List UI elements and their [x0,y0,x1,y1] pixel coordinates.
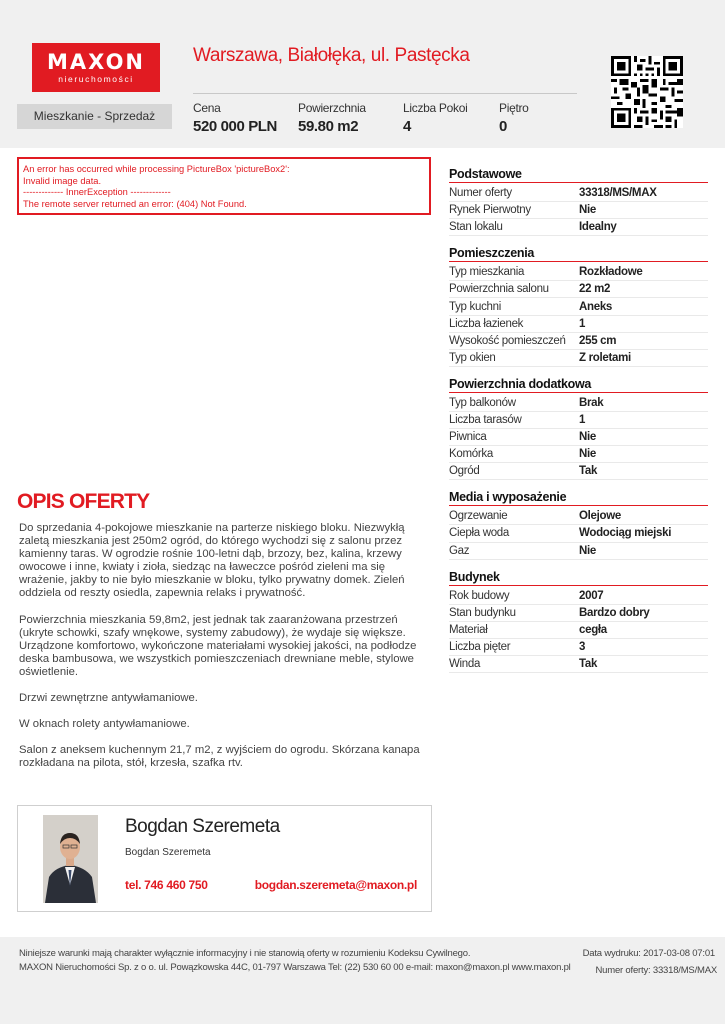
detail-row [449,264,708,281]
stat-rooms [403,101,467,135]
detail-key: Rynek Pierwotny [449,204,531,217]
detail-value: Nie [579,204,596,217]
section-heading: Media i wyposażenie [449,490,708,506]
detail-value: Nie [579,544,596,557]
detail-row [449,412,708,429]
header-band [0,0,725,148]
logo-name: MAXON [46,50,146,74]
agent-name: Bogdan Szeremeta [125,816,280,837]
maxon-logo[interactable] [32,43,160,92]
detail-value: Tak [579,658,598,671]
detail-key: Ogród [449,465,480,478]
description-paragraph: Salon z aneksem kuchennym 21,7 m2, z wyjściem do ogrodu. Skórzana kanapa rozkładana na pilota, stół, krzesła, szafka rtv. [19,744,420,770]
detail-key: Gaz [449,544,470,557]
details-group-extra-area [449,377,708,480]
footer-offer-number: Numer oferty: 33318/MS/MAX [595,965,717,976]
detail-key: Ogrzewanie [449,510,508,523]
detail-row [449,395,708,412]
details-group-media [449,490,708,559]
detail-row [449,316,708,333]
description-paragraph: Drzwi zewnętrzne antywłamaniowe. [19,692,198,705]
detail-value: Brak [579,396,604,409]
detail-key: Liczba tarasów [449,413,522,426]
detail-row [449,656,708,673]
detail-key: Ciepła woda [449,527,509,540]
stat-floor [499,101,529,135]
detail-key: Stan lokalu [449,221,503,234]
detail-row [449,588,708,605]
details-group-basic [449,167,708,236]
detail-value: Idealny [579,221,617,234]
agent-email-link[interactable]: bogdan.szeremeta@maxon.pl [254,878,417,892]
stat-value: 0 [499,118,507,135]
detail-key: Wysokość pomieszczeń [449,334,566,347]
description-paragraph: W oknach rolety antywłamaniowe. [19,718,190,731]
detail-value: Aneks [579,300,613,313]
footer-disclaimer: Niniejsze warunki mają charakter wyłącznie informacyjny i nie stanowią oferty w rozumieniu Kodeksu Cywilnego. [19,948,471,959]
detail-key: Typ mieszkania [449,266,525,279]
stat-label: Powierzchnia [298,101,366,115]
stat-label: Piętro [499,101,529,115]
detail-row [449,543,708,560]
detail-row [449,350,708,367]
offer-title: Warszawa, Białołęka, ul. Pastęcka [193,45,470,66]
section-heading: Podstawowe [449,167,708,183]
detail-key: Typ balkonów [449,396,516,409]
footer-company: MAXON Nieruchomości Sp. z o o. ul. Powązkowska 44C, 01-797 Warszawa Tel: (22) 530 60 00 e-mail: maxon@maxon.pl www.maxon.pl [19,962,571,973]
detail-row [449,202,708,219]
description-heading: OPIS OFERTY [17,490,150,513]
stat-value: 520 000 PLN [193,118,277,135]
stat-label: Cena [193,101,221,115]
detail-value: 2007 [579,589,604,602]
detail-row [449,185,708,202]
agent-card [17,805,432,912]
detail-key: Komórka [449,448,493,461]
footer [0,937,725,1024]
offer-type-badge: Mieszkanie - Sprzedaż [17,104,172,129]
error-line: An error has occurred while processing PictureBox 'pictureBox2': [23,164,290,174]
detail-row [449,639,708,656]
detail-value: 33318/MS/MAX [579,187,657,200]
detail-row [449,333,708,350]
detail-value: cegła [579,623,607,636]
detail-value: Bardzo dobry [579,606,650,619]
detail-key: Winda [449,658,481,671]
stat-price [193,101,277,135]
footer-print-date: Data wydruku: 2017-03-08 07:01 [582,948,715,959]
error-line: The remote server returned an error: (404) Not Found. [23,198,247,209]
detail-value: 1 [579,413,586,426]
detail-value: Tak [579,465,598,478]
agent-photo [43,815,98,903]
details-group-rooms [449,246,708,367]
detail-key: Rok budowy [449,589,510,602]
detail-key: Stan budynku [449,606,516,619]
detail-value: 3 [579,640,586,653]
detail-key: Liczba pięter [449,640,511,653]
stat-label: Liczba Pokoi [403,101,468,115]
agent-phone-link[interactable]: tel. 746 460 750 [125,878,208,892]
detail-value: Rozkładowe [579,266,643,279]
detail-key: Liczba łazienek [449,317,524,330]
detail-value: 255 cm [579,334,617,347]
section-heading: Powierzchnia dodatkowa [449,377,708,393]
detail-row [449,605,708,622]
error-line: ------------- InnerException ------------- [23,187,171,197]
detail-value: 22 m2 [579,283,611,296]
detail-value: 1 [579,317,586,330]
detail-row [449,298,708,315]
detail-row [449,508,708,525]
error-line: Invalid image data. [23,175,102,186]
agent-subtitle: Bogdan Szeremeta [125,847,211,858]
detail-value: Nie [579,448,596,461]
stat-value: 59.80 m2 [298,118,359,135]
detail-value: Nie [579,431,596,444]
description-paragraph: Powierzchnia mieszkania 59,8m2, jest jednak tak zaaranżowana przestrzeń (ukryte schowki, szafy wnękowe, systemy zabudowy), że wydaje się większe. Urządzone komfortowo, wykończone materiałami wysokiej jakości, na podłodze deska bambusowa, we wszystkich pomieszczeniach drewniane meble, stylowe oświetlenie. [19,613,417,678]
details-group-building [449,570,708,673]
detail-value: Wodociąg miejski [579,527,672,540]
section-heading: Pomieszczenia [449,246,708,262]
description-body [19,522,433,783]
description-paragraph: Do sprzedania 4-pokojowe mieszkanie na parterze niskiego bloku. Niezwykłą zaletą mieszkania jest 250m2 ogród, do którego wychodzi się z salonu przez kamienny taras. W ogrodzie rośnie 100-letni dąb, brzozy, bez, kalina, krzewy owocowe i inne, kwiaty i zioła, siedząc na ławeczce pośród zieleni ma się wrażenie, jakby to nie było mieszkanie w bloku, tylko prywatny domek. Zieleń oddziela od reszty osiedla, zapewnia relaks i prywatność. [19,522,405,600]
section-heading: Budynek [449,570,708,586]
detail-key: Numer oferty [449,187,512,200]
logo-tagline: nieruchomości [58,74,134,84]
detail-row [449,463,708,480]
detail-row [449,622,708,639]
detail-row [449,429,708,446]
detail-value: Z roletami [579,351,631,364]
details-column [449,167,708,683]
detail-row [449,219,708,236]
detail-row [449,281,708,298]
detail-key: Typ okien [449,351,496,364]
stat-value: 4 [403,118,411,135]
qr-code-icon [611,56,683,128]
detail-key: Powierzchnia salonu [449,283,549,296]
detail-row [449,446,708,463]
detail-row [449,525,708,542]
detail-key: Piwnica [449,431,487,444]
image-error-box [17,157,431,215]
detail-key: Typ kuchni [449,300,501,313]
detail-key: Materiał [449,623,488,636]
detail-value: Olejowe [579,510,621,523]
title-divider [193,93,577,94]
stat-area [298,101,366,135]
